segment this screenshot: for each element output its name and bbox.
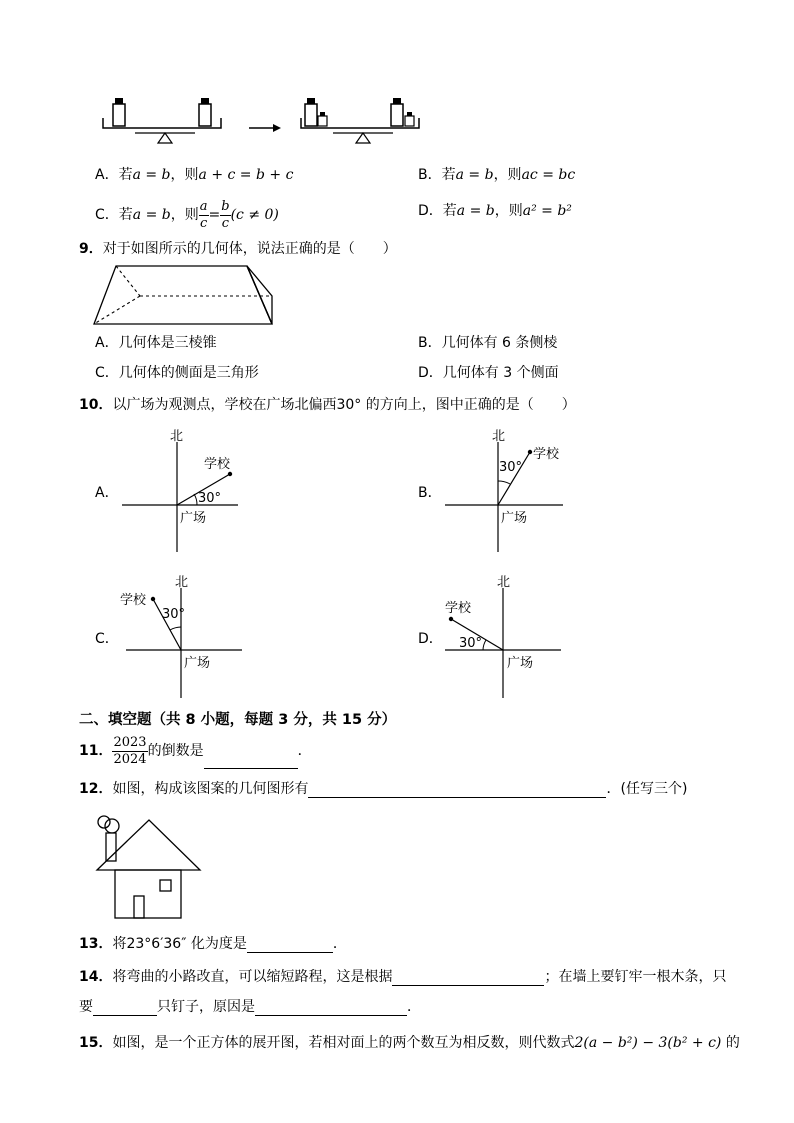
option-result: a + c = b + c <box>198 167 294 183</box>
scale-after <box>301 98 419 143</box>
answer-blank[interactable] <box>392 971 544 986</box>
triangular-prism-figure <box>92 262 282 328</box>
question-text: 的 <box>725 1035 740 1051</box>
school-label: 学校 <box>445 601 472 616</box>
answer-blank[interactable] <box>308 783 606 798</box>
answer-blank[interactable] <box>255 1001 407 1016</box>
question-text: 如图，是一个正方体的展开图，若相对面上的两个数互为相反数，则代数式 <box>112 1035 575 1051</box>
question-text: 只钉子，原因是 <box>157 999 255 1015</box>
q10-option-b-label: B． <box>418 485 442 501</box>
numerator: a <box>199 198 208 214</box>
question-text: ；在墙上要钉牢一根木条，只 <box>544 969 727 985</box>
q10-option-c-label: C． <box>95 631 119 647</box>
north-label: 北 <box>170 429 184 444</box>
option-text: ，则 <box>170 167 199 183</box>
question-number: 15． <box>79 1035 113 1051</box>
plaza-label: 广场 <box>184 656 211 671</box>
option-condition: a = b <box>455 167 494 183</box>
option-condition: a = b <box>132 207 171 223</box>
plaza-label: 广场 <box>180 511 207 526</box>
q10-diagram-a <box>120 428 250 554</box>
question-text: 对于如图所示的几何体，说法正确的是（ ） <box>102 241 397 257</box>
north-label: 北 <box>492 429 506 444</box>
scale-before <box>103 98 221 143</box>
angle-label: 30° <box>499 460 523 475</box>
punctuation: ． <box>407 999 421 1015</box>
question-text: ．(任写三个) <box>606 781 688 797</box>
option-text: 若 <box>441 167 456 183</box>
fraction-2023-over-2024 <box>112 735 147 768</box>
answer-blank[interactable] <box>204 754 298 769</box>
condition-c-nonzero: (c ≠ 0) <box>230 207 279 223</box>
question-number: 12． <box>79 781 113 797</box>
fraction-b-over-c <box>220 199 230 232</box>
answer-blank[interactable] <box>247 938 333 953</box>
question-number: 11． <box>79 743 113 759</box>
answer-blank[interactable] <box>93 1001 157 1016</box>
option-text: ，则 <box>493 167 522 183</box>
option-letter: B． <box>418 167 442 183</box>
north-label: 北 <box>497 575 511 590</box>
q15 <box>79 1034 740 1052</box>
q14-line1 <box>79 968 726 986</box>
angle-label: 30° <box>459 636 483 651</box>
q10-diagram-d <box>443 572 573 700</box>
option-letter: A． <box>95 167 119 183</box>
question-number: 13． <box>79 936 113 952</box>
q11 <box>79 733 312 769</box>
q13 <box>79 935 347 953</box>
q14-line2 <box>79 998 421 1016</box>
equals-sign: = <box>208 207 221 223</box>
question-text: 的倒数是 <box>147 743 204 759</box>
option-text: ，则 <box>494 203 523 219</box>
option-text: ，则 <box>170 207 199 223</box>
school-label: 学校 <box>120 593 147 608</box>
numerator: b <box>221 198 230 214</box>
question-text: 以广场为观测点，学校在广场北偏西30° 的方向上，图中正确的是（ ） <box>112 397 576 413</box>
q12 <box>79 780 687 798</box>
q10-stem <box>79 396 576 414</box>
denominator: c <box>221 215 230 231</box>
q10-option-d-label: D． <box>418 631 443 647</box>
angle-label: 30° <box>198 491 222 506</box>
question-text: 将23°6′36″ 化为度是 <box>112 936 247 952</box>
q10-diagram-b <box>443 428 583 554</box>
question-number: 10． <box>79 397 113 413</box>
q10-option-a-label: A． <box>95 485 119 501</box>
punctuation: ． <box>297 743 312 759</box>
q9-option-c: C．几何体的侧面是三角形 <box>95 365 259 381</box>
section-title: 二、填空题（共 8 小题，每题 3 分，共 15 分） <box>79 712 397 728</box>
numerator: 2023 <box>113 734 147 750</box>
punctuation: ． <box>332 936 347 952</box>
school-label: 学校 <box>533 447 560 462</box>
plaza-label: 广场 <box>507 656 534 671</box>
option-text: 若 <box>118 207 133 223</box>
q9-option-b: B．几何体有 6 条侧棱 <box>418 335 558 351</box>
denominator: 2024 <box>113 751 147 767</box>
arrow-icon <box>249 124 281 132</box>
option-text: 若 <box>118 167 133 183</box>
plaza-label: 广场 <box>501 511 528 526</box>
question-number: 9． <box>79 241 103 257</box>
question-text: 将弯曲的小路改直，可以缩短路程，这是根据 <box>112 969 393 985</box>
q8-option-c <box>95 197 279 233</box>
q8-option-a <box>95 166 293 184</box>
q9-stem <box>79 240 397 258</box>
q9-option-d: D．几何体有 3 个侧面 <box>418 365 559 381</box>
option-letter: D． <box>418 203 443 219</box>
option-condition: a = b <box>132 167 171 183</box>
question-text: 要 <box>79 999 93 1015</box>
question-text: 如图，构成该图案的几何图形有 <box>112 781 309 797</box>
north-label: 北 <box>175 575 189 590</box>
option-result: ac = bc <box>521 167 576 183</box>
q8-option-d <box>418 202 572 220</box>
option-condition: a = b <box>456 203 495 219</box>
question-number: 14． <box>79 969 113 985</box>
q10-diagram-c <box>118 572 248 700</box>
q8-option-b <box>418 166 575 184</box>
house-figure <box>92 812 204 922</box>
option-text: 若 <box>442 203 457 219</box>
angle-label: 30° <box>162 607 186 622</box>
school-label: 学校 <box>204 457 231 472</box>
balance-scale-figure <box>95 90 435 150</box>
denominator: c <box>199 215 208 231</box>
q9-option-a: A．几何体是三棱锥 <box>95 335 217 351</box>
option-letter: C． <box>95 207 119 223</box>
algebraic-expression: 2(a − b²) − 3(b² + c) <box>574 1035 722 1051</box>
option-result: a² = b² <box>522 203 572 219</box>
fraction-a-over-c <box>199 199 209 232</box>
